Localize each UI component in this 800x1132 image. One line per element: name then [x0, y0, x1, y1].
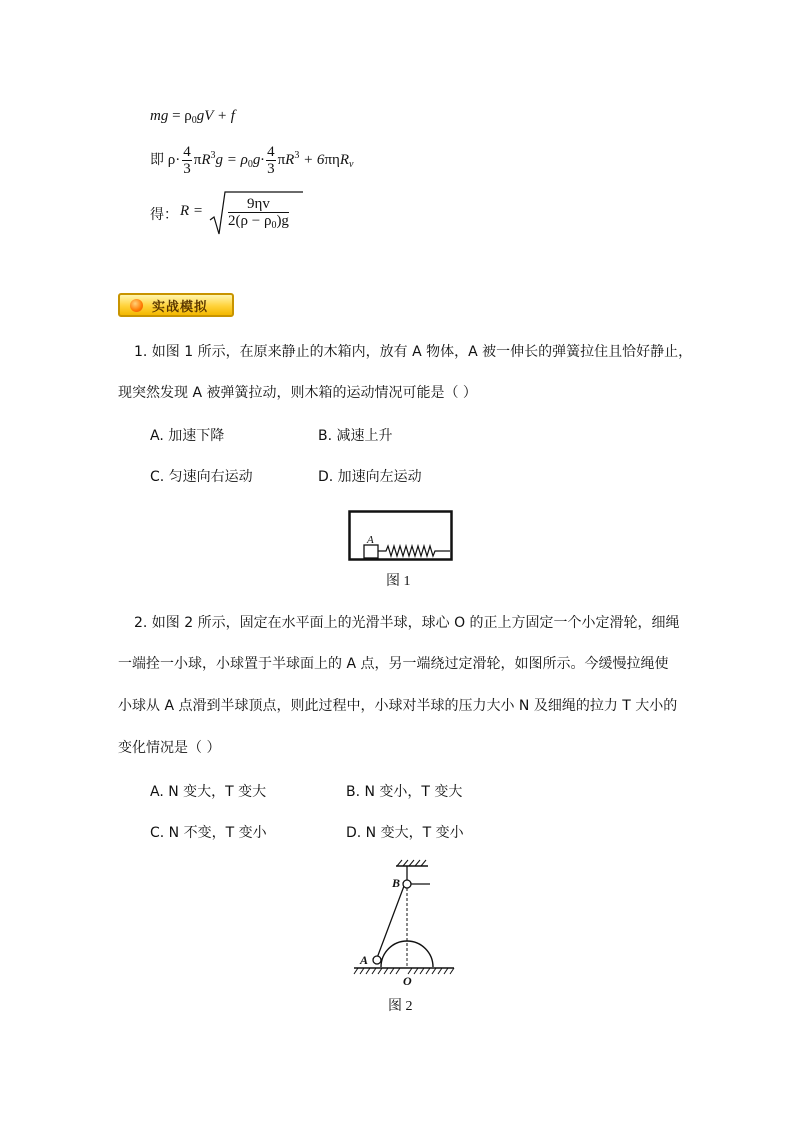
sqrt-denominator-tail: )g — [276, 213, 289, 229]
q1-option-a: A. 加速下降 — [150, 428, 225, 444]
frac-denominator: 3 — [183, 161, 191, 177]
frac-numerator: 4 — [267, 144, 275, 160]
figure-2-caption: 图 2 — [388, 999, 413, 1014]
label-a: A — [360, 953, 369, 967]
question-2-line-4: 变化情况是（ ） — [118, 740, 221, 756]
figure-1-diagram — [348, 510, 454, 564]
q1-option-b: B. 减速上升 — [318, 428, 393, 444]
figure-1-caption: 图 1 — [386, 574, 411, 589]
q2-option-b: B. N 变小，T 变大 — [346, 784, 463, 800]
sqrt-denominator: 2(ρ − ρ — [228, 213, 272, 229]
banner-label: 实战模拟 — [152, 300, 209, 315]
q1-option-c: C. 匀速向右运动 — [150, 469, 253, 485]
q2-option-a: A. N 变大，T 变大 — [150, 784, 267, 800]
formula-line-2: 即 ρ· $\frac{4}{3}$ $\pi R^3g = \rho_0g\cdot$ $\frac{4}{3}$ $\pi R^3 + 6\pi\eta R_v$ — [150, 144, 354, 177]
block-a — [364, 545, 378, 558]
frac-denominator: 3 — [267, 161, 275, 177]
sqrt-numerator: 9ηv — [228, 196, 289, 213]
formula-tail: gV + f — [196, 108, 235, 124]
formula-lhs: mg — [150, 108, 169, 124]
formula-prefix: 得： — [150, 207, 178, 223]
q1-option-d: D. 加速向左运动 — [318, 469, 422, 485]
label-o: O — [403, 974, 412, 988]
question-2-line-1: 2. 如图 2 所示，固定在水平面上的光滑半球，球心 O 的正上方固定一个小定滑轮，细绳 — [134, 615, 680, 631]
ball-icon — [373, 956, 381, 964]
label-b: B — [392, 876, 401, 890]
formula-sub: 0 — [191, 115, 197, 126]
pulley-icon — [403, 880, 411, 888]
formula-rhs: = ρ — [172, 108, 192, 124]
frac-numerator: 4 — [183, 144, 191, 160]
q2-option-c: C. N 不变，T 变小 — [150, 825, 267, 841]
question-2-line-3: 小球从 A 点滑到半球顶点，则此过程中，小球对半球的压力大小 N 及细绳的拉力 T 大小的 — [118, 698, 678, 714]
formula-line-1 — [150, 108, 235, 126]
label-a: A — [367, 534, 374, 546]
question-2-line-2: 一端拴一小球，小球置于半球面上的 A 点，另一端绕过定滑轮，如图所示。今缓慢拉绳使 — [118, 656, 669, 672]
question-1-line-1: 1. 如图 1 所示，在原来静止的木箱内，放有 A 物体，A 被一伸长的弹簧拉住且恰好静止， — [134, 344, 693, 360]
section-banner — [118, 293, 234, 317]
question-1-line-2: 现突然发现 A 被弹簧拉动，则木箱的运动情况可能是（ ） — [118, 385, 477, 401]
banner-dot-icon — [130, 299, 143, 312]
formula-prefix: 即 — [150, 151, 164, 168]
q2-option-d: D. N 变大，T 变小 — [346, 825, 464, 841]
figure-2-diagram — [350, 858, 460, 992]
